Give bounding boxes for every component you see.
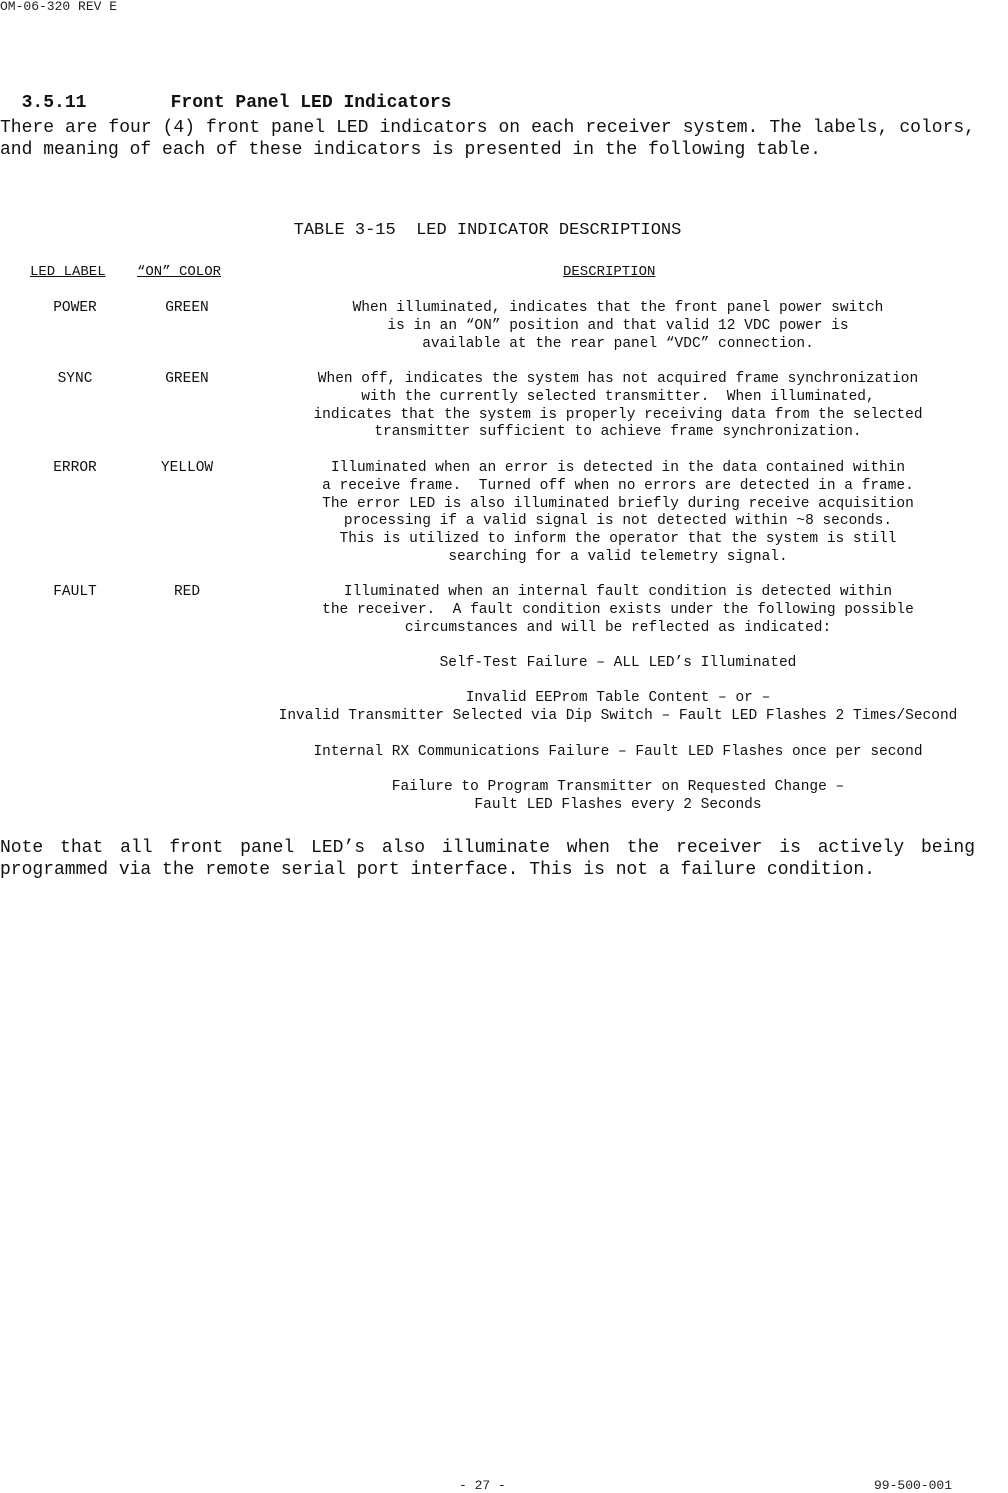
led-description bbox=[228, 371, 1008, 442]
condition-line: Invalid EEProm Table Content – or – bbox=[465, 690, 771, 706]
description-line: When illuminated, indicates that the front panel power switch bbox=[352, 300, 884, 316]
led-description bbox=[228, 300, 1008, 353]
fault-condition bbox=[228, 655, 1008, 673]
page-number: - 27 - bbox=[459, 1478, 506, 1493]
fault-condition bbox=[228, 690, 1008, 726]
description-line: is in an “ON” position and that valid 12 VDC power is bbox=[387, 317, 849, 334]
led-color: YELLOW bbox=[160, 460, 214, 476]
section-heading bbox=[0, 73, 451, 113]
fault-condition bbox=[228, 744, 1008, 762]
led-description bbox=[228, 460, 1008, 567]
led-label: FAULT bbox=[53, 584, 97, 600]
column-header-on-color: “ON” COLOR bbox=[137, 264, 222, 280]
condition-line: Fault LED Flashes every 2 Seconds bbox=[474, 796, 762, 813]
led-color: RED bbox=[173, 584, 201, 600]
description-line: Illuminated when an internal fault condition is detected within bbox=[343, 584, 893, 600]
fault-condition bbox=[228, 779, 1008, 815]
section-title: Front Panel LED Indicators bbox=[170, 93, 452, 113]
document-number: 99-500-001 bbox=[874, 1478, 953, 1493]
description-line: the receiver. A fault condition exists under the following possible bbox=[322, 601, 914, 618]
document-code: OM-06-320 REV E bbox=[0, 0, 118, 14]
description-line: When off, indicates the system has not acquired frame synchronization bbox=[317, 371, 919, 387]
description-line: transmitter sufficient to achieve frame synchronization. bbox=[374, 424, 862, 441]
description-line: circumstances and will be reflected as indicated: bbox=[404, 619, 832, 636]
led-label: SYNC bbox=[57, 371, 93, 387]
table-title: TABLE 3-15 LED INDICATOR DESCRIPTIONS bbox=[293, 221, 682, 240]
note-paragraph: Note that all front panel LED’s also illuminate when the receiver is actively being programmed via the remote serial port interface. This is not a failure condition. bbox=[0, 838, 975, 880]
description-line: The error LED is also illuminated briefly during receive acquisition bbox=[322, 495, 914, 512]
led-label: POWER bbox=[53, 300, 97, 316]
led-color: GREEN bbox=[165, 300, 209, 316]
condition-line: Invalid Transmitter Selected via Dip Switch – Fault LED Flashes 2 Times/Second bbox=[278, 707, 958, 724]
condition-line: Failure to Program Transmitter on Requested Change – bbox=[391, 779, 845, 795]
condition-line: Self-Test Failure – ALL LED’s Illuminated bbox=[439, 655, 797, 671]
led-description bbox=[228, 584, 1008, 637]
description-line: with the currently selected transmitter. When illuminated, bbox=[361, 388, 875, 405]
description-line: This is utilized to inform the operator that the system is still bbox=[339, 531, 897, 548]
column-header-led-label: LED LABEL bbox=[30, 264, 106, 280]
description-line: indicates that the system is properly receiving data from the selected bbox=[313, 406, 923, 423]
section-number: 3.5.11 bbox=[21, 93, 87, 113]
description-line: processing if a valid signal is not detected within ~8 seconds. bbox=[343, 513, 893, 530]
condition-line: Internal RX Communications Failure – Fault LED Flashes once per second bbox=[313, 744, 923, 760]
column-header-description: DESCRIPTION bbox=[563, 264, 656, 280]
led-color: GREEN bbox=[165, 371, 209, 387]
description-line: a receive frame. Turned off when no errors are detected in a frame. bbox=[322, 477, 914, 494]
description-line: searching for a valid telemetry signal. bbox=[448, 548, 788, 565]
description-line: Illuminated when an error is detected in the data contained within bbox=[330, 460, 906, 476]
intro-paragraph: There are four (4) front panel LED indicators on each receiver system. The labels, colors, and meaning of each of these indicators is presented in the following table. bbox=[0, 118, 975, 160]
led-label: ERROR bbox=[53, 460, 97, 476]
description-line: available at the rear panel “VDC” connection. bbox=[422, 335, 814, 352]
